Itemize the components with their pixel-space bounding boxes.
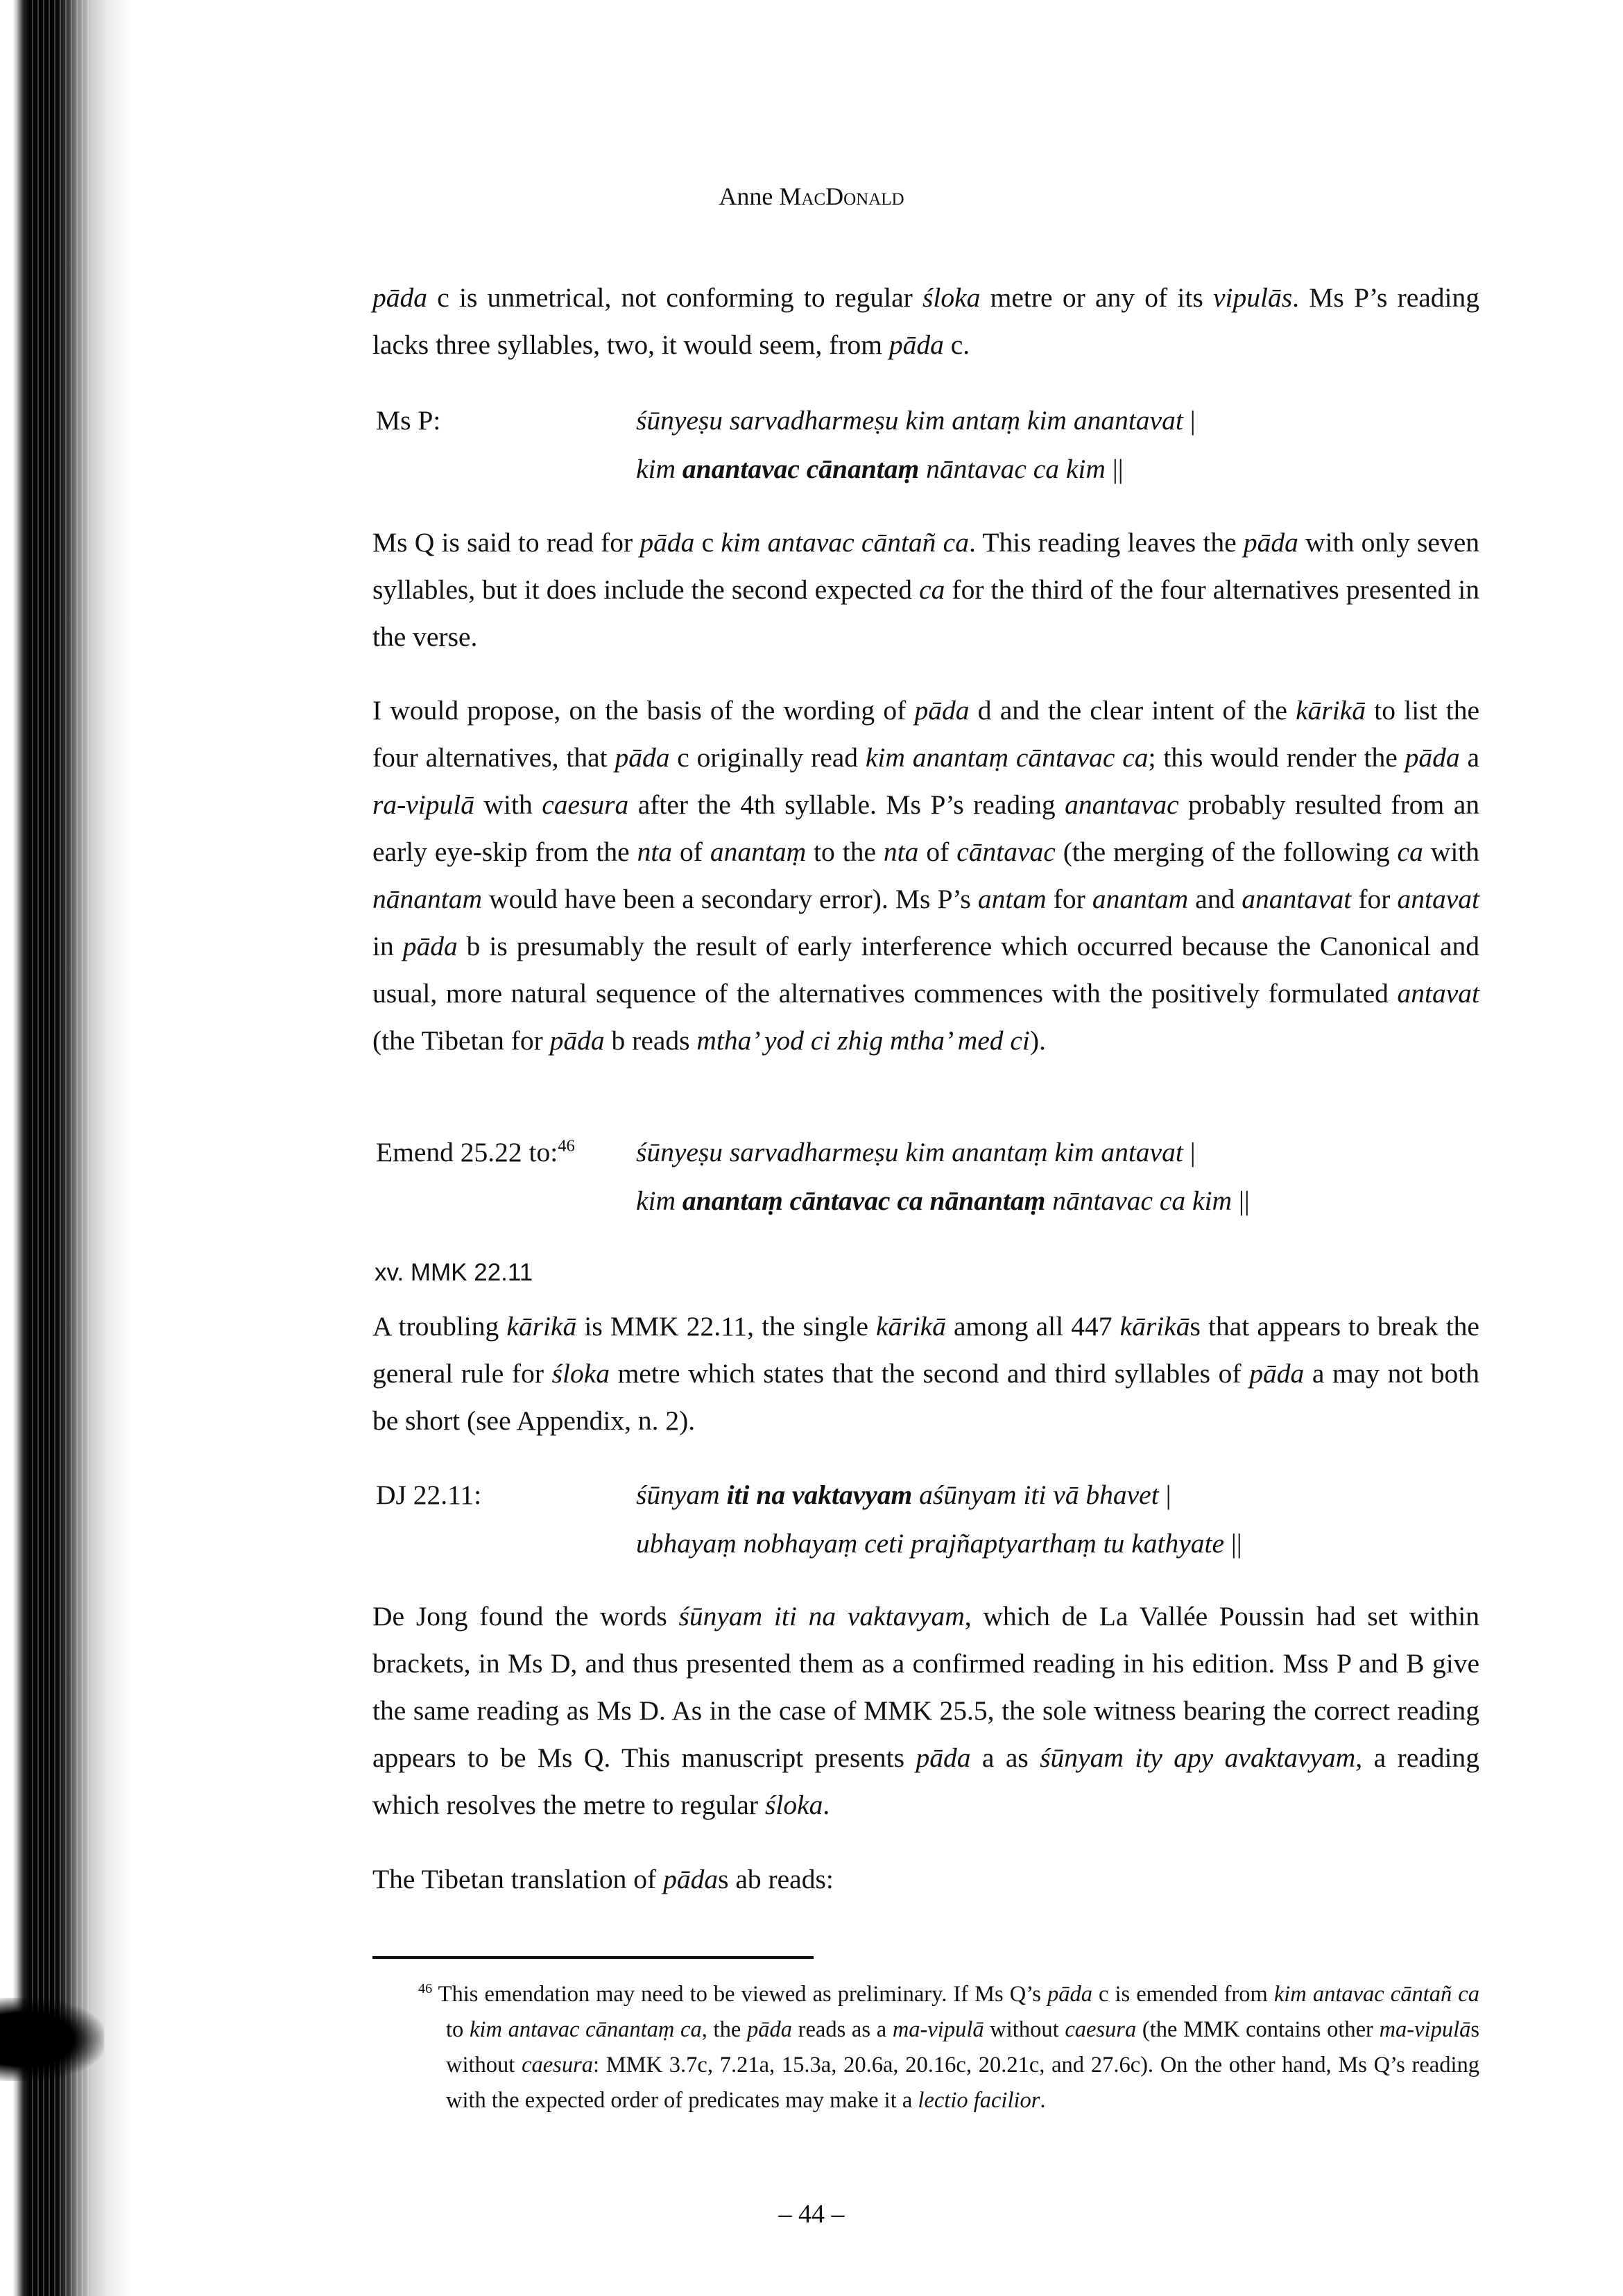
text-run: c [694,527,721,558]
scan-edge-texture [28,0,90,2296]
text-run: in [372,931,403,961]
italic-term: anantam [1092,884,1189,914]
italic-term: nānantam [372,884,482,914]
running-header [0,182,1623,211]
text-run: s ab reads: [718,1864,834,1894]
italic-term: lectio facilior [918,2088,1040,2113]
italic-term: śūnyeṣu sarvadharmeṣu kim anantaṃ kim antavat [636,1137,1183,1167]
italic-term: śloka [764,1790,823,1820]
verse-label-ms-p: Ms P: [376,405,441,436]
text-run: . [1040,2088,1046,2113]
footnote-text [432,1982,1479,2113]
text-run: | [1183,405,1196,436]
emend-label-text: Emend 25.22 to: [376,1137,558,1167]
italic-term: pāda [1249,1358,1305,1389]
text-run: b reads [604,1025,697,1056]
italic-term: kim antavac cāntañ ca [721,527,969,558]
italic-term: kim [636,454,682,484]
italic-term: kim antavac cāntañ ca [1273,1982,1479,2007]
italic-term: ca [919,574,945,605]
italic-term: pāda [746,2017,792,2042]
text-run: metre or any of its [980,282,1214,313]
text-run: with [474,789,542,820]
author-first-name: Anne [719,182,780,210]
italic-term: pāda [888,329,944,360]
text-run: for [1046,884,1092,914]
italic-term: nāntavac ca kim [1045,1185,1233,1216]
text-run: : MMK 3.7c, 7.21a, 15.3a, 20.6a, 20.16c, 20.21c, and 27.6c). On the other hand, Ms Q’s reading with the expected order of predicates may make it a [446,2053,1480,2113]
text-run: c is unmetrical, not conforming to regular [427,282,923,313]
text-run: to the [806,837,884,867]
text-run: The Tibetan translation of [372,1864,664,1894]
text-run: with [1423,837,1480,867]
italic-term: śūnyam [636,1480,727,1510]
italic-term: ra-vipulā [372,789,475,820]
italic-term: pāda [402,931,458,961]
italic-term: caesura [1065,2017,1137,2042]
text-run: || [1105,454,1124,484]
text-run: ). [1029,1025,1046,1056]
italic-term: anantavat [1242,884,1352,914]
italic-term: pāda [372,282,427,313]
verse-ms-p-line-2 [636,453,1124,485]
text-run: a as [970,1742,1040,1773]
text-run: after the 4th syllable. Ms P’s reading [628,789,1065,820]
italic-term: śūnyam ity apy avaktavyam [1040,1742,1356,1773]
italic-term: pāda [663,1864,719,1894]
text-run: Ms Q is said to read for [372,527,640,558]
text-run: a [1459,742,1479,773]
paragraph-troubling-karika [372,1303,1479,1444]
italic-term: kim [636,1185,682,1216]
paragraph-de-jong [372,1593,1479,1828]
paragraph-tibetan [372,1856,1479,1903]
verse-dj-line-2 [636,1527,1242,1559]
italic-term: anantaṃ [710,837,807,867]
bold-italic-term: iti na vaktavyam [726,1480,913,1510]
text-run: with only seven syllables, but it does include the second expected [372,527,1479,605]
italic-term: ma-vipulā [892,2017,984,2042]
italic-term: kim antavac cānantaṃ ca [469,2017,702,2042]
italic-term: caesura [522,2053,593,2077]
italic-term: kārikā [1296,695,1366,726]
italic-term: nāntavac ca kim [919,454,1106,484]
paragraph-ms-q [372,519,1479,660]
text-run: to list the four alternatives, that [372,695,1479,773]
text-run: | [1183,1137,1196,1167]
footnote-46 [418,1977,1480,2118]
scan-blot [0,1998,104,2081]
italic-term: cāntavac [956,837,1056,867]
italic-term: śūnyeṣu sarvadharmeṣu kim antaṃ kim anantavat [636,405,1183,436]
footnote-divider [372,1956,814,1959]
text-run: a may not both be short (see Appendix, n. 2). [372,1358,1479,1436]
text-run: c is emended from [1092,1982,1274,2007]
italic-term: kārikā [1119,1311,1190,1342]
verse-label-dj: DJ 22.11: [376,1480,482,1510]
italic-term: pāda [1243,527,1298,558]
text-run: | [1158,1480,1171,1510]
italic-term: pāda [639,527,695,558]
italic-term: śloka [551,1358,610,1389]
text-run: . Ms P’s reading lacks three syllables, two, it would seem, from [372,282,1480,360]
text-run: . [823,1790,830,1820]
text-run: d and the clear intent of the [969,695,1296,726]
italic-term: caesura [542,789,629,820]
text-run: reads as a [791,2017,893,2042]
text-run: , the [701,2017,747,2042]
italic-term: pāda [1047,1982,1092,2007]
italic-term: mtha’ yod ci zhig mtha’ med ci [696,1025,1030,1056]
text-run: is MMK 22.11, the single [576,1311,876,1342]
text-run: || [1232,1185,1250,1216]
italic-term: pāda [615,742,670,773]
italic-term: vipulās [1213,282,1293,313]
verse-label-emend [376,1136,575,1168]
text-run: (the Tibetan for [372,1025,550,1056]
italic-term: kārikā [875,1311,946,1342]
text-run: to [446,2017,470,2042]
page-number: – 44 – [778,2200,845,2229]
text-run: s that appears to break the general rule for [372,1311,1479,1389]
verse-emend-line-1 [636,1136,1196,1168]
text-run: This emendation may need to be viewed as preliminary. If Ms Q’s [432,1982,1047,2007]
italic-term: aśūnyam iti vā bhavet [912,1480,1159,1510]
italic-term: antam [977,884,1047,914]
text-run: (the merging of the following [1055,837,1398,867]
paragraph-proposal [372,687,1479,1064]
verse-dj-line-1 [636,1479,1171,1511]
text-run: c originally read [669,742,866,773]
text-run: of [918,837,957,867]
italic-term: ubhayaṃ nobhayaṃ ceti prajñaptyarthaṃ tu kathyate [636,1528,1224,1559]
italic-term: pāda [914,695,970,726]
verse-ms-p-line-1 [636,404,1196,436]
text-run: and [1188,884,1242,914]
italic-term: śloka [922,282,981,313]
italic-term: ma-vipulā [1379,2017,1471,2042]
text-run: without [984,2017,1065,2042]
italic-term: pāda [916,1742,971,1773]
text-run: s without [446,2017,1480,2077]
italic-term: kim anantaṃ cāntavac ca [865,742,1149,773]
italic-term: nta [637,837,673,867]
footnote-number: 46 [418,1980,433,1996]
italic-term: antavat [1397,884,1479,914]
italic-term: anantavac [1065,789,1179,820]
bold-italic-term: anantaṃ cāntavac ca nānantaṃ [682,1185,1046,1216]
text-run: De Jong found the words [372,1601,679,1631]
text-run: for [1351,884,1398,914]
text-run: I would propose, on the basis of the wording of [372,695,915,726]
text-run: probably resulted from an early eye-skip from the [372,789,1479,867]
text-run: A troubling [372,1311,507,1342]
text-run: b is presumably the result of early interference which occurred because the Canonical and usual, more natural sequence of the alternatives commences with the positively formulated [372,931,1479,1009]
text-run: c. [943,329,970,360]
verse-emend-line-2 [636,1185,1250,1217]
section-heading: xv. MMK 22.11 [375,1259,533,1286]
text-run: (the MMK contains other [1136,2017,1380,2042]
text-run: || [1224,1528,1242,1559]
author-last-name: MacDonald [779,182,904,210]
bold-italic-term: anantavac cānantaṃ [682,454,920,484]
paragraph-unmetrical [372,274,1479,368]
italic-term: pāda [549,1025,605,1056]
text-run: , a reading which resolves the metre to regular [372,1742,1480,1820]
italic-term: nta [883,837,919,867]
italic-term: śūnyam iti na vaktavyam [678,1601,965,1631]
text-run: . This reading leaves the [968,527,1244,558]
text-run: , which de La Vallée Poussin had set within brackets, in Ms D, and thus presented them as a confirmed reading in his edition. Mss P and B give the same reading as Ms D. As in the case of MMK 25.5, the sole witness bearing the correct reading appears to be Ms Q. This manuscript presents [372,1601,1479,1773]
text-run: among all 447 [945,1311,1120,1342]
italic-term: ca [1397,837,1423,867]
text-run: metre which states that the second and third syllables of [610,1358,1250,1389]
text-run: of [672,837,710,867]
italic-term: antavat [1397,978,1479,1009]
italic-term: kārikā [506,1311,577,1342]
italic-term: pāda [1405,742,1460,773]
text-run: would have been a secondary error). Ms P’s [482,884,978,914]
text-run: ; this would render the [1148,742,1405,773]
text-run: for the third of the four alternatives presented in the verse. [372,574,1479,652]
footnote-ref[interactable]: 46 [558,1136,575,1156]
